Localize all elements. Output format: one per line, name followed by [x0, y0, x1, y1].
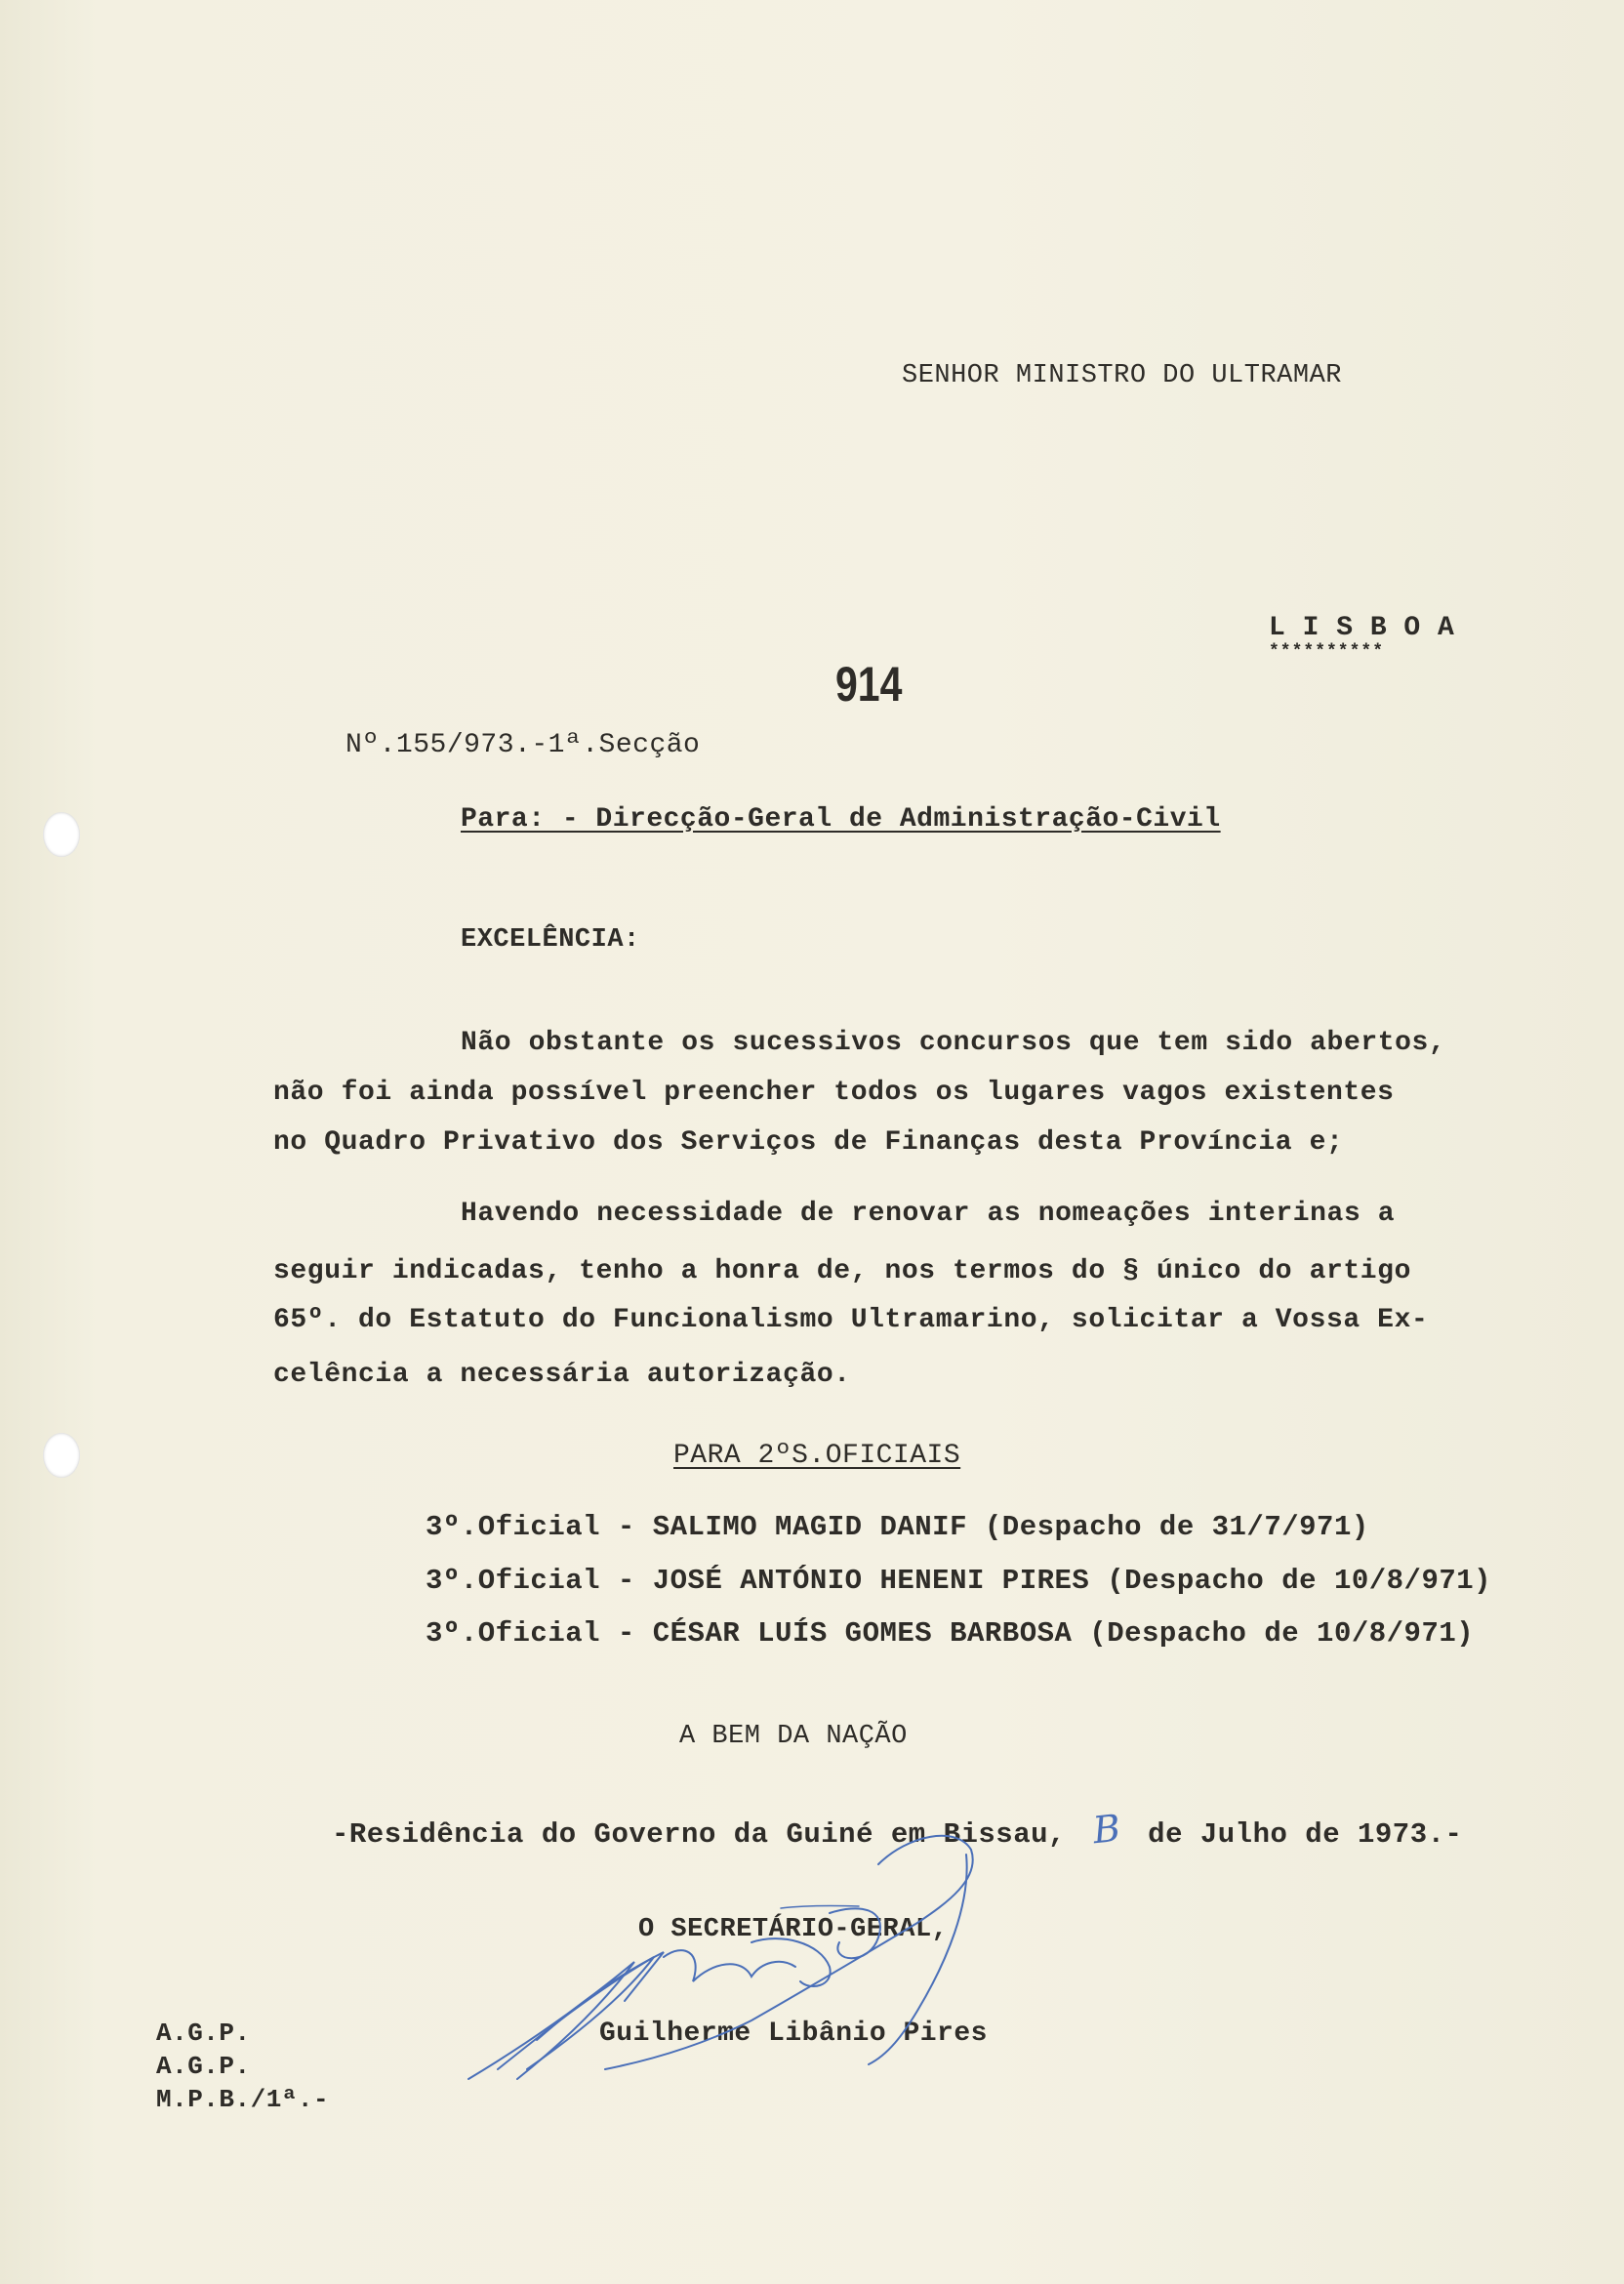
body-line: celência a necessária autorização. — [273, 1360, 851, 1390]
body-line: não foi ainda possível preencher todos os lugares vagos existentes — [273, 1078, 1395, 1108]
reference-number: Nº.155/973.-1ª.Secção — [345, 730, 701, 760]
handwritten-day: B — [1090, 1806, 1123, 1853]
city-underline: ********** — [1269, 642, 1385, 662]
addressee: SENHOR MINISTRO DO ULTRAMAR — [902, 361, 1342, 390]
city: L I S B O A — [1269, 613, 1455, 643]
appointments-heading: PARA 2ºS.OFICIAIS — [673, 1441, 961, 1471]
salutation: EXCELÊNCIA: — [461, 925, 640, 955]
signer-title: O SECRETÁRIO-GERAL, — [638, 1915, 949, 1944]
doc-number: 914 — [835, 657, 903, 712]
appointment-item: 3º.Oficial - JOSÉ ANTÓNIO HENENI PIRES (Despacho de 10/8/971) — [426, 1565, 1492, 1597]
place-date-suffix: de Julho de 1973.- — [1148, 1818, 1463, 1851]
initials-line: A.G.P. — [156, 2052, 251, 2081]
recipient: Para: - Direcção-Geral de Administração-Civil — [461, 804, 1221, 835]
appointment-item: 3º.Oficial - SALIMO MAGID DANIF (Despacho de 31/7/971) — [426, 1511, 1369, 1543]
body-line: Não obstante os sucessivos concursos que tem sido abertos, — [461, 1028, 1446, 1058]
signer-name: Guilherme Libânio Pires — [599, 2019, 988, 2049]
initials-line: A.G.P. — [156, 2019, 251, 2048]
punch-hole-top — [43, 812, 80, 857]
signature-scribble — [459, 1796, 1142, 2206]
initials-line: M.P.B./1ª.- — [156, 2085, 330, 2114]
punch-hole-bottom — [43, 1433, 80, 1478]
appointment-item: 3º.Oficial - CÉSAR LUÍS GOMES BARBOSA (Despacho de 10/8/971) — [426, 1617, 1475, 1650]
place-date-prefix: -Residência do Governo da Guiné em Bissau, — [332, 1818, 1066, 1851]
body-line: seguir indicadas, tenho a honra de, nos termos do § único do artigo — [273, 1256, 1411, 1286]
signature — [459, 1796, 1142, 2206]
body-line: 65º. do Estatuto do Funcionalismo Ultramarino, solicitar a Vossa Ex- — [273, 1305, 1429, 1335]
motto: A BEM DA NAÇÃO — [679, 1722, 908, 1751]
body-line: Havendo necessidade de renovar as nomeações interinas a — [461, 1199, 1396, 1229]
body-line: no Quadro Privativo dos Serviços de Finanças desta Província e; — [273, 1127, 1344, 1158]
